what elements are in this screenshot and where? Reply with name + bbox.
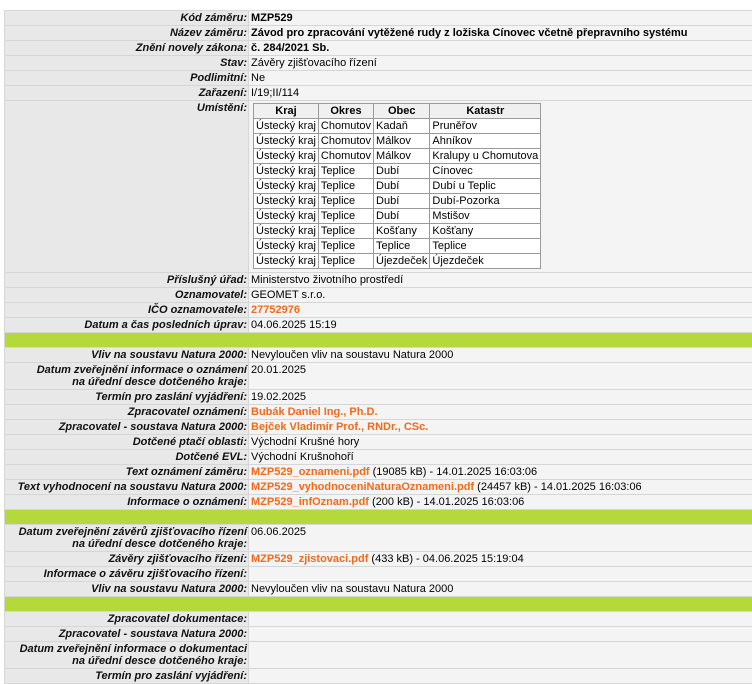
field-label: Zařazení:: [5, 86, 249, 101]
field-label: Zpracovatel - soustava Natura 2000:: [5, 420, 249, 435]
field-value: [249, 567, 752, 582]
location-cell: Teplice: [318, 179, 373, 194]
field-label: Vliv na soustavu Natura 2000:: [5, 348, 249, 363]
table-row: [5, 435, 752, 450]
value-text: Nevyloučen vliv na soustavu Natura 2000: [251, 583, 453, 595]
field-label: Informace o závěru zjišťovacího řízení:: [5, 567, 249, 582]
location-row: [254, 209, 541, 224]
location-cell: Ústecký kraj: [254, 224, 319, 239]
file-link[interactable]: MZP529_infOznam.pdf: [251, 496, 369, 508]
location-row: [254, 254, 541, 269]
location-cell: Ahníkov: [430, 134, 541, 149]
location-cell: Teplice: [430, 239, 541, 254]
location-row: [254, 134, 541, 149]
location-header: Katastr: [430, 104, 541, 119]
location-header-row: [254, 104, 541, 119]
location-row: [254, 194, 541, 209]
file-link[interactable]: MZP529_vyhodnoceniNaturaOznameni.pdf: [251, 481, 474, 493]
field-label: Datum a čas posledních úprav:: [5, 318, 249, 333]
field-value: [249, 390, 752, 405]
location-cell: Chomutov: [318, 119, 373, 134]
field-label: Datum zveřejnění informace o oznámení na úřední desce dotčeného kraje:: [5, 363, 249, 390]
table-row: [5, 450, 752, 465]
field-label: IČO oznamovatele:: [5, 303, 249, 318]
location-cell: Ústecký kraj: [254, 194, 319, 209]
table-row: [5, 11, 752, 26]
value-text: (19085 kB) - 14.01.2025 16:03:06: [370, 466, 538, 478]
location-cell: Ústecký kraj: [254, 209, 319, 224]
section-separator: [5, 510, 752, 525]
location-cell: Košťany: [430, 224, 541, 239]
field-value: [249, 86, 752, 101]
table-row: [5, 567, 752, 582]
value-text: MZP529: [251, 12, 293, 24]
location-cell: Teplice: [318, 164, 373, 179]
field-label: Dotčené ptačí oblasti:: [5, 435, 249, 450]
value-text: 04.06.2025 15:19: [251, 319, 337, 331]
table-row: [5, 420, 752, 435]
location-cell: Teplice: [318, 209, 373, 224]
field-value: [249, 41, 752, 56]
file-link[interactable]: MZP529_zjistovaci.pdf: [251, 553, 368, 565]
separator-cell: [5, 333, 752, 348]
field-value: [249, 348, 752, 363]
file-link[interactable]: Bubák Daniel Ing., Ph.D.: [251, 406, 378, 418]
field-label: Zpracovatel - soustava Natura 2000:: [5, 627, 249, 642]
table-row: [5, 390, 752, 405]
location-cell: Mstišov: [430, 209, 541, 224]
location-cell: Dubí u Teplic: [430, 179, 541, 194]
field-label: Vliv na soustavu Natura 2000:: [5, 582, 249, 597]
field-value: [249, 642, 752, 669]
value-text: (24457 kB) - 14.01.2025 16:03:06: [474, 481, 642, 493]
location-row: [254, 179, 541, 194]
location-table: [253, 103, 541, 269]
field-value: [249, 318, 752, 333]
value-text: 19.02.2025: [251, 391, 306, 403]
separator-cell: [5, 597, 752, 612]
field-value: [249, 525, 752, 552]
location-cell: Chomutov: [318, 134, 373, 149]
value-text: (200 kB) - 14.01.2025 16:03:06: [369, 496, 524, 508]
value-text: Závěry zjišťovacího řízení: [251, 57, 377, 69]
location-cell: Dubí: [374, 164, 430, 179]
location-cell: Kralupy u Chomutova: [430, 149, 541, 164]
field-label: Termín pro zaslání vyjádření:: [5, 669, 249, 684]
location-cell: Ústecký kraj: [254, 164, 319, 179]
field-label: Stav:: [5, 56, 249, 71]
table-row: [5, 71, 752, 86]
table-row: [5, 552, 752, 567]
location-cell: Kadaň: [374, 119, 430, 134]
table-row: [5, 669, 752, 684]
location-cell: Ústecký kraj: [254, 179, 319, 194]
field-value: [249, 273, 752, 288]
table-row: [5, 525, 752, 552]
field-value: [249, 669, 752, 684]
file-link[interactable]: Bejček Vladimír Prof., RNDr., CSc.: [251, 421, 428, 433]
field-value: [249, 435, 752, 450]
table-row: [5, 405, 752, 420]
location-cell: Teplice: [318, 224, 373, 239]
location-cell: Ústecký kraj: [254, 239, 319, 254]
field-label: Informace o oznámení:: [5, 495, 249, 510]
location-cell: Ústecký kraj: [254, 254, 319, 269]
field-value: [249, 465, 752, 480]
field-value: [249, 480, 752, 495]
location-row: [254, 149, 541, 164]
location-cell: Dubí: [374, 194, 430, 209]
location-cell: Málkov: [374, 134, 430, 149]
field-label: Datum zveřejnění závěrů zjišťovacího řízení na úřední desce dotčeného kraje:: [5, 525, 249, 552]
table-row: [5, 288, 752, 303]
section-separator: [5, 597, 752, 612]
field-value: [249, 405, 752, 420]
location-cell: Teplice: [318, 254, 373, 269]
table-row: [5, 363, 752, 390]
value-text: Ne: [251, 72, 265, 84]
table-row: [5, 612, 752, 627]
field-label: Text vyhodnocení na soustavu Natura 2000:: [5, 480, 249, 495]
field-value: [249, 101, 752, 273]
table-row: [5, 480, 752, 495]
table-row: [5, 495, 752, 510]
location-row: [254, 119, 541, 134]
field-label: Podlimitní:: [5, 71, 249, 86]
table-row: [5, 86, 752, 101]
field-label: Závěry zjišťovacího řízení:: [5, 552, 249, 567]
field-value: [249, 11, 752, 26]
value-text: Závod pro zpracování vytěžené rudy z ložiska Cínovec včetně přepravního systému: [251, 27, 687, 39]
field-value: [249, 495, 752, 510]
field-label: Název záměru:: [5, 26, 249, 41]
field-label: Oznamovatel:: [5, 288, 249, 303]
value-text: (433 kB) - 04.06.2025 15:19:04: [368, 553, 523, 565]
table-row: [5, 26, 752, 41]
location-row: [254, 239, 541, 254]
field-value: [249, 303, 752, 318]
field-value: [249, 26, 752, 41]
table-row: [5, 273, 752, 288]
value-text: 06.06.2025: [251, 526, 306, 538]
field-value: [249, 552, 752, 567]
location-row: [254, 164, 541, 179]
location-header: Kraj: [254, 104, 319, 119]
table-row: [5, 56, 752, 71]
file-link[interactable]: MZP529_oznameni.pdf: [251, 466, 370, 478]
field-label: Datum zveřejnění informace o dokumentaci na úřední desce dotčeného kraje:: [5, 642, 249, 669]
field-value: [249, 612, 752, 627]
field-value: [249, 420, 752, 435]
table-row: [5, 303, 752, 318]
location-cell: Chomutov: [318, 149, 373, 164]
table-row: [5, 582, 752, 597]
location-cell: Dubí: [374, 209, 430, 224]
location-cell: Teplice: [318, 194, 373, 209]
location-cell: Újezdeček: [430, 254, 541, 269]
value-text: GEOMET s.r.o.: [251, 289, 325, 301]
field-label: Příslušný úřad:: [5, 273, 249, 288]
location-cell: Málkov: [374, 149, 430, 164]
location-row: [254, 224, 541, 239]
field-label: Dotčené EVL:: [5, 450, 249, 465]
location-cell: Ústecký kraj: [254, 149, 319, 164]
location-cell: Újezdeček: [374, 254, 430, 269]
location-cell: Ústecký kraj: [254, 119, 319, 134]
field-label: Zpracovatel oznámení:: [5, 405, 249, 420]
field-label: Zpracovatel dokumentace:: [5, 612, 249, 627]
location-cell: Teplice: [374, 239, 430, 254]
value-text: I/19;II/114: [251, 87, 299, 99]
table-row: [5, 41, 752, 56]
field-label: Text oznámení záměru:: [5, 465, 249, 480]
field-label: Termín pro zaslání vyjádření:: [5, 390, 249, 405]
field-value: [249, 450, 752, 465]
location-header: Obec: [374, 104, 430, 119]
table-row: [5, 348, 752, 363]
location-header: Okres: [318, 104, 373, 119]
value-text: č. 284/2021 Sb.: [251, 42, 329, 54]
project-detail-table: [4, 10, 752, 684]
value-text: Ministerstvo životního prostředí: [251, 274, 403, 286]
value-text: Nevyloučen vliv na soustavu Natura 2000: [251, 349, 453, 361]
location-cell: Teplice: [318, 239, 373, 254]
field-value: [249, 627, 752, 642]
table-row: [5, 101, 752, 273]
table-row: [5, 465, 752, 480]
field-value: [249, 288, 752, 303]
separator-cell: [5, 510, 752, 525]
location-cell: Pruněřov: [430, 119, 541, 134]
field-label: Kód záměru:: [5, 11, 249, 26]
field-value: [249, 56, 752, 71]
value-text: 20.01.2025: [251, 364, 306, 376]
location-cell: Cínovec: [430, 164, 541, 179]
value-text: Východní Krušnohoří: [251, 451, 354, 463]
field-label: Znění novely zákona:: [5, 41, 249, 56]
table-row: [5, 627, 752, 642]
field-value: [249, 582, 752, 597]
location-cell: Košťany: [374, 224, 430, 239]
file-link[interactable]: 27752976: [251, 304, 300, 316]
field-value: [249, 71, 752, 86]
location-cell: Dubí: [374, 179, 430, 194]
location-cell: Ústecký kraj: [254, 134, 319, 149]
value-text: Východní Krušné hory: [251, 436, 359, 448]
section-separator: [5, 333, 752, 348]
table-row: [5, 318, 752, 333]
location-cell: Dubí-Pozorka: [430, 194, 541, 209]
table-row: [5, 642, 752, 669]
field-value: [249, 363, 752, 390]
field-label: Umístění:: [5, 101, 249, 273]
